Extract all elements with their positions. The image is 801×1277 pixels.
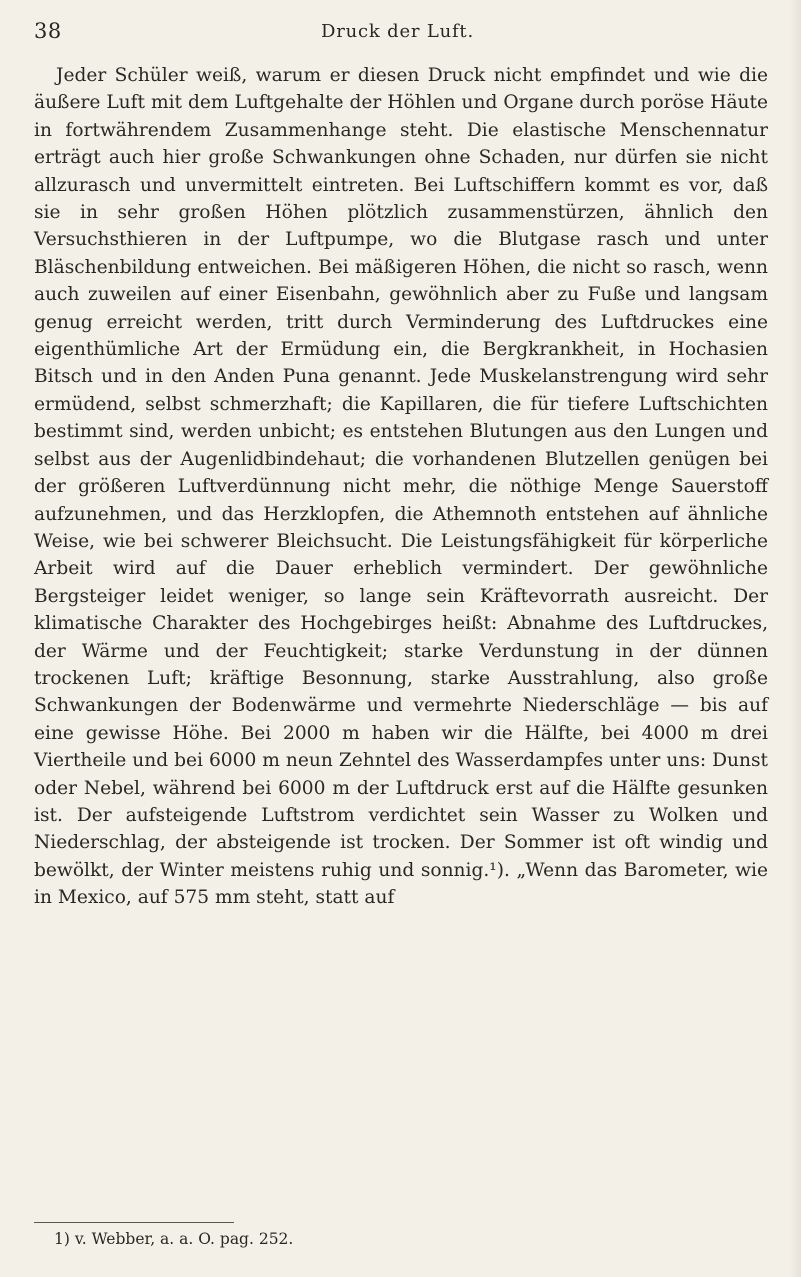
body-paragraph: Jeder Schüler weiß, warum er diesen Druck nicht empfindet und wie die äußere Luft mit dem Luftgehalte der Höhlen und Organe durch poröse Häute in fortwährendem Zusammenhange steht. Die elastische Menschennatur erträgt auch hier große Schwankungen ohne Schaden, nur dürfen sie nicht allzurasch und unvermittelt eintreten. Bei Luftschiffern kommt es vor, daß sie in sehr großen Höhen plötzlich zusammenstürzen, ähnlich den Versuchsthieren in der Luftpumpe, wo die Blutgase rasch und unter Bläschenbildung entweichen. Bei mäßigeren Höhen, die nicht so rasch, wenn auch zuweilen auf einer Eisenbahn, gewöhnlich aber zu Fuße und langsam genug erreicht werden, tritt durch Verminderung des Luftdruckes eine eigenthümliche Art der Ermüdung ein, die Bergkrankheit, in Hochasien Bitsch und in den Anden Puna genannt. Jede Muskelanstrengung wird sehr ermüdend, selbst schmerzhaft; die Kapillaren, die für tiefere Luftschichten bestimmt sind, werden unbicht; es entstehen Blutungen aus den Lungen und selbst aus der Augenlidbindehaut; die vorhandenen Blutzellen genügen bei der größeren Luftverdünnung nicht mehr, die nöthige Menge Sauerstoff aufzunehmen, und das Herzklopfen, die Athemnoth entstehen auf ähnliche Weise, wie bei schwerer Bleichsucht. Die Leistungsfähigkeit für körperliche Arbeit wird auf die Dauer erheblich vermindert. Der gewöhnliche Bergsteiger leidet weniger, so lange sein Kräftevorrath ausreicht. Der klimatische Charakter des Hochgebirges heißt: Abnahme des Luftdruckes, der Wärme und der Feuchtigkeit; starke Verdunstung in der dünnen trockenen Luft; kräftige Besonnung, starke Ausstrahlung, also große Schwankungen der Bodenwärme und vermehrte Niederschläge — bis auf eine gewisse Höhe. Bei 2000 m haben wir die Hälfte, bei 4000 m drei Viertheile und bei 6000 m neun Zehntel des Wasserdampfes unter uns: Dunst oder Nebel, während bei 6000 m der Luftdruck erst auf die Hälfte gesunken ist. Der aufsteigende Luftstrom verdichtet sein Wasser zu Wolken und Niederschlag, der absteigende ist trocken. Der Sommer ist oft windig und bewölkt, der Winter meistens ruhig und sonnig.¹). „Wenn das Barometer, wie in Mexico, auf 575 mm steht, statt auf	[34, 65, 768, 909]
footnote-marker: 1)	[54, 1230, 70, 1248]
footnote-text: v. Webber, a. a. O. pag. 252.	[74, 1230, 294, 1248]
footnote-rule	[34, 1222, 234, 1223]
page-header	[34, 14, 761, 48]
page-number: 38	[34, 19, 62, 43]
footnote	[54, 1228, 754, 1250]
page-edge-shadow	[789, 0, 801, 1277]
body-text-block	[34, 62, 768, 912]
running-head: Druck der Luft.	[320, 20, 474, 42]
